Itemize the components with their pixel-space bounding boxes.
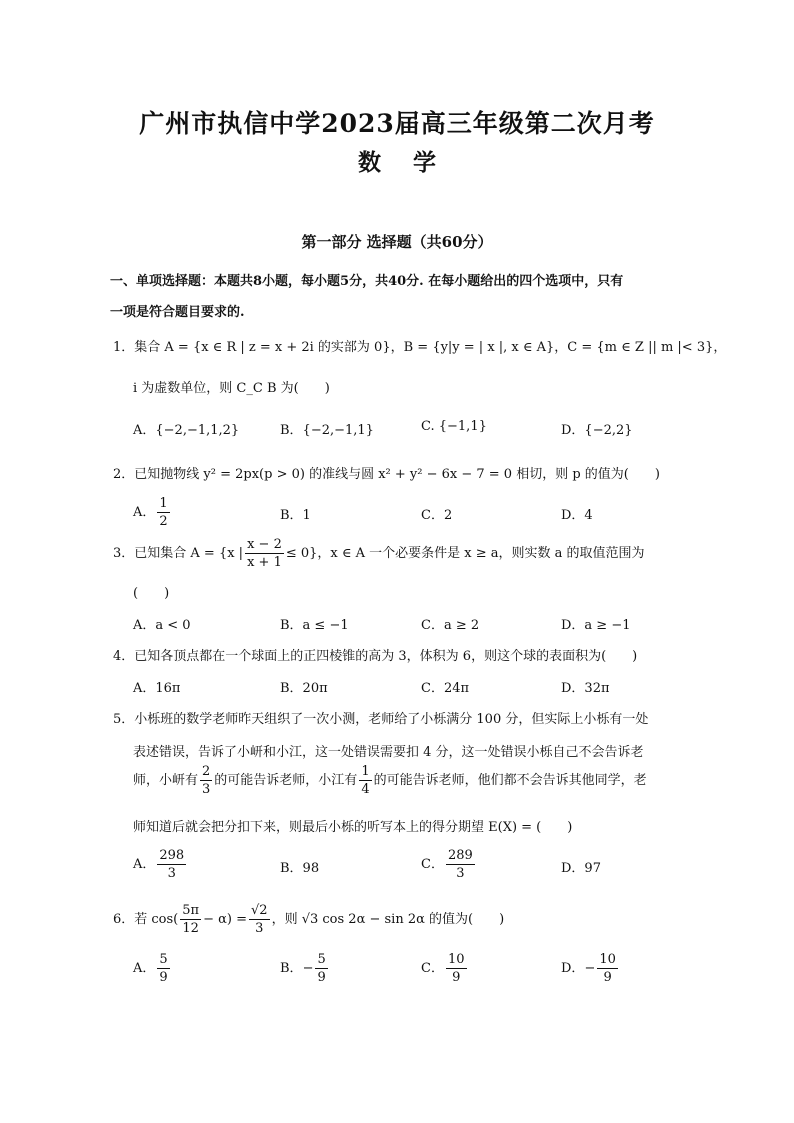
question-1-option-d: D．{−2,2} [561, 423, 633, 438]
question-1-line1: 1．集合 A = {x ∈ R | z = x + 2i 的实部为 0}，B = {y|y = | x |, x ∈ A}，C = {m ∈ Z || m |< 3}， [113, 340, 727, 355]
question-6-option-d: D．− $\frac{10}{9}$ [561, 952, 616, 985]
subject-title: 数 学 [357, 149, 436, 176]
question-2-option-b: B．1 [280, 508, 311, 523]
question-2-option-c: C．2 [421, 508, 453, 523]
question-4-option-b: B．20π [280, 681, 328, 696]
question-6-option-a: A． $\frac{5}{9}$ [133, 952, 168, 985]
part-title: 第一部分 选择题（共60分） [301, 233, 493, 251]
question-5-option-d: D．97 [561, 861, 601, 876]
question-4-option-d: D．32π [561, 681, 610, 696]
question-1-option-a: A．{−2,−1,1,2} [133, 423, 240, 438]
question-1-line2: i 为虚数单位，则 C_C B 为( ) [133, 381, 330, 396]
question-6-option-b: B．− $\frac{5}{9}$ [280, 952, 326, 985]
question-2-option-d: D．4 [561, 508, 593, 523]
question-1-option-b: B．{−2,−1,1} [280, 423, 374, 438]
question-6-line1: 6．若 cos( $\frac{5\pi}{12}$ − α) = $\frac{√2}{3}$ ，则 √3 cos 2α − sin 2α 的值为( ) [113, 903, 505, 936]
section-instruction-line1: 一、单项选择题：本题共8小题，每小题5分，共40分. 在每小题给出的四个选项中，只有 [110, 274, 624, 289]
question-5-line1: 5．小栎班的数学老师昨天组织了一次小测，老师给了小栎满分 100 分，但实际上小栎有一处 [113, 712, 649, 727]
question-3-option-a: A．a < 0 [133, 618, 191, 633]
question-4-line1: 4．已知各顶点都在一个球面上的正四棱锥的高为 3，体积为 6，则这个球的表面积为( ) [113, 649, 638, 664]
section-instruction-line2: 一项是符合题目要求的. [110, 305, 245, 320]
question-6-option-c: C． $\frac{10}{9}$ [421, 952, 465, 985]
question-5-option-b: B．98 [280, 861, 320, 876]
question-2-line1: 2．已知抛物线 y² = 2px(p > 0) 的准线与圆 x² + y² − 6x − 7 = 0 相切，则 p 的值为( ) [113, 467, 660, 482]
question-4-option-a: A．16π [133, 681, 181, 696]
question-5-line3: 师，小岍有 $\frac{2}{3}$ 的可能告诉老师，小江有 $\frac{1}{4}$ 的可能告诉老师，他们都不会告诉其他同学，老 [133, 764, 647, 797]
question-5-line2: 表述错误，告诉了小岍和小江，这一处错误需要扣 4 分，这一处错误小栎自己不会告诉老 [133, 745, 644, 760]
question-3-option-c: C．a ≥ 2 [421, 618, 480, 633]
question-5-line4: 师知道后就会把分扣下来，则最后小栎的听写本上的得分期望 E(X) = ( ) [133, 820, 573, 835]
question-3-line2: ( ) [133, 586, 170, 601]
question-5-option-a: A． $\frac{298}{3}$ [133, 848, 185, 881]
question-3-line1: 3．已知集合 A = {x | $\frac{x - 2}{x + 1}$ ≤ 0}，x ∈ A 一个必要条件是 x ≥ a，则实数 a 的取值范围为 [113, 537, 645, 570]
question-5-option-c: C． $\frac{289}{3}$ [421, 848, 473, 881]
question-2-option-a: A． $\frac{1}{2}$ [133, 496, 168, 529]
question-4-option-c: C．24π [421, 681, 470, 696]
question-1-option-c: C. {−1,1} [421, 419, 487, 434]
exam-title: 广州市执信中学2023届高三年级第二次月考 [139, 109, 655, 138]
question-3-option-d: D．a ≥ −1 [561, 618, 631, 633]
question-3-option-b: B．a ≤ −1 [280, 618, 349, 633]
